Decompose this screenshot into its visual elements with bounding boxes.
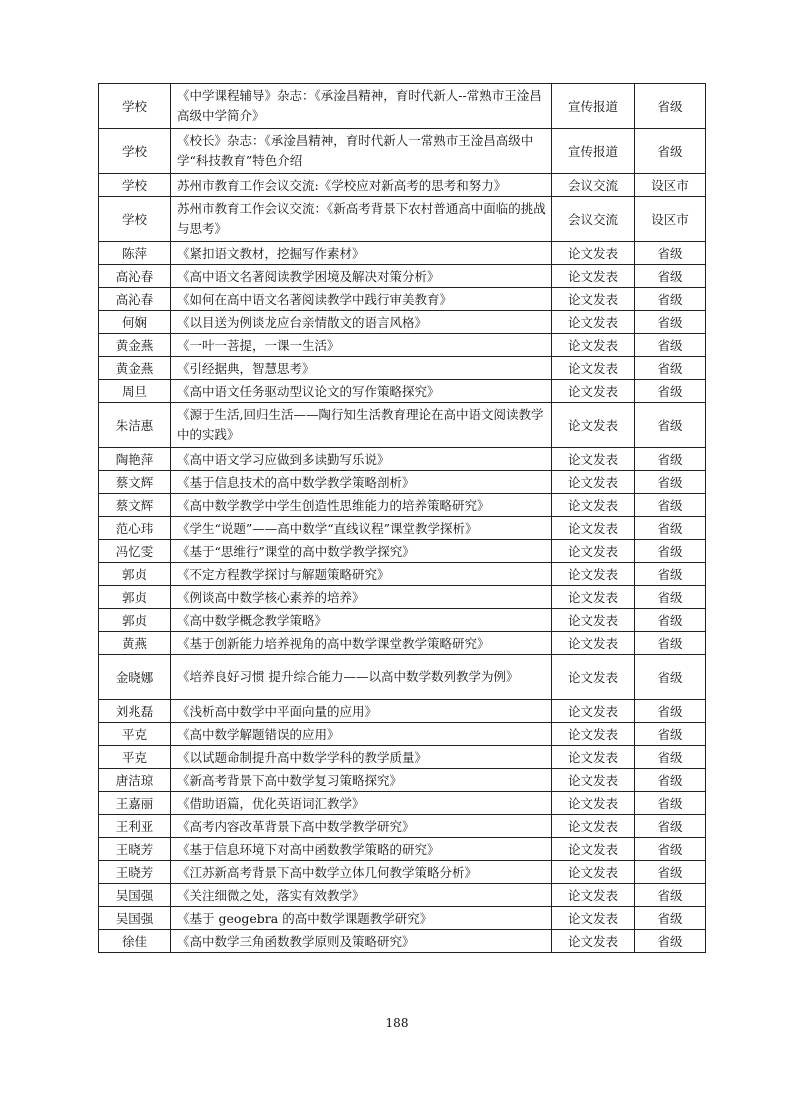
level-cell: 省级 — [635, 517, 706, 540]
title-cell: 《源于生活,回归生活——陶行知生活教育理论在高中语文阅读教学中的实践》 — [171, 403, 552, 448]
type-cell: 论文发表 — [552, 403, 635, 448]
page-number: 188 — [385, 1016, 409, 1030]
level-cell: 省级 — [635, 609, 706, 632]
achievements-table — [98, 83, 706, 953]
title-cell: 《学生“说题”——高中数学“直线议程”课堂教学探析》 — [171, 517, 552, 540]
type-cell: 论文发表 — [552, 700, 635, 723]
author-cell: 黄金燕 — [99, 357, 171, 380]
table-row — [99, 655, 706, 700]
author-cell: 刘兆磊 — [99, 700, 171, 723]
table-row — [99, 907, 706, 930]
level-cell: 省级 — [635, 265, 706, 288]
author-cell: 周旦 — [99, 380, 171, 403]
level-cell: 省级 — [635, 655, 706, 700]
level-cell: 省级 — [635, 838, 706, 861]
title-cell: 《高考内容改革背景下高中数学教学研究》 — [171, 815, 552, 838]
level-cell: 设区市 — [635, 174, 706, 197]
author-cell: 陶艳萍 — [99, 448, 171, 471]
title-cell: 《高中数学三角函数教学原则及策略研究》 — [171, 930, 552, 953]
level-cell: 省级 — [635, 540, 706, 563]
type-cell: 论文发表 — [552, 265, 635, 288]
title-cell: 《高中语文学习应做到多读勤写乐说》 — [171, 448, 552, 471]
level-cell: 省级 — [635, 884, 706, 907]
table-row — [99, 563, 706, 586]
author-cell: 学校 — [99, 129, 171, 174]
table-row — [99, 586, 706, 609]
author-cell: 冯忆雯 — [99, 540, 171, 563]
author-cell: 学校 — [99, 84, 171, 129]
level-cell: 省级 — [635, 792, 706, 815]
author-cell: 学校 — [99, 174, 171, 197]
level-cell: 省级 — [635, 815, 706, 838]
type-cell: 论文发表 — [552, 907, 635, 930]
author-cell: 郭贞 — [99, 563, 171, 586]
type-cell: 论文发表 — [552, 884, 635, 907]
title-cell: 《培养良好习惯 提升综合能力——以高中数学数列教学为例》 — [171, 655, 552, 700]
level-cell: 省级 — [635, 769, 706, 792]
table-row — [99, 403, 706, 448]
table-row — [99, 517, 706, 540]
title-cell: 《如何在高中语文名著阅读教学中践行审美教育》 — [171, 288, 552, 311]
level-cell: 省级 — [635, 380, 706, 403]
author-cell: 吴国强 — [99, 884, 171, 907]
table-row — [99, 494, 706, 517]
level-cell: 省级 — [635, 334, 706, 357]
type-cell: 论文发表 — [552, 723, 635, 746]
author-cell: 王晓芳 — [99, 861, 171, 884]
author-cell: 徐佳 — [99, 930, 171, 953]
type-cell: 宣传报道 — [552, 129, 635, 174]
author-cell: 唐洁琼 — [99, 769, 171, 792]
author-cell: 高沁春 — [99, 265, 171, 288]
table-row — [99, 174, 706, 197]
level-cell: 省级 — [635, 907, 706, 930]
title-cell: 《紧扣语文教材，挖掘写作素材》 — [171, 242, 552, 265]
table-row — [99, 448, 706, 471]
table-row — [99, 884, 706, 907]
level-cell: 省级 — [635, 288, 706, 311]
type-cell: 论文发表 — [552, 380, 635, 403]
author-cell: 金晓娜 — [99, 655, 171, 700]
author-cell: 吴国强 — [99, 907, 171, 930]
title-cell: 《高中语文任务驱动型议论文的写作策略探究》 — [171, 380, 552, 403]
author-cell: 朱洁惠 — [99, 403, 171, 448]
title-cell: 《高中数学解题错误的应用》 — [171, 723, 552, 746]
table-row — [99, 609, 706, 632]
type-cell: 论文发表 — [552, 609, 635, 632]
title-cell: 《高中语文名著阅读教学困境及解决对策分析》 — [171, 265, 552, 288]
table-row — [99, 746, 706, 769]
title-cell: 《浅析高中数学中平面向量的应用》 — [171, 700, 552, 723]
author-cell: 高沁春 — [99, 288, 171, 311]
type-cell: 会议交流 — [552, 174, 635, 197]
type-cell: 论文发表 — [552, 655, 635, 700]
level-cell: 设区市 — [635, 197, 706, 242]
table-row — [99, 838, 706, 861]
title-cell: 《新高考背景下高中数学复习策略探究》 — [171, 769, 552, 792]
table-row — [99, 769, 706, 792]
title-cell: 《基于创新能力培养视角的高中数学课堂教学策略研究》 — [171, 632, 552, 655]
title-cell: 《高中数学教学中学生创造性思维能力的培养策略研究》 — [171, 494, 552, 517]
table-row — [99, 197, 706, 242]
title-cell: 《以试题命制提升高中数学学科的教学质量》 — [171, 746, 552, 769]
level-cell: 省级 — [635, 586, 706, 609]
author-cell: 陈萍 — [99, 242, 171, 265]
author-cell: 蔡文辉 — [99, 471, 171, 494]
author-cell: 黄金燕 — [99, 334, 171, 357]
author-cell: 蔡文辉 — [99, 494, 171, 517]
level-cell: 省级 — [635, 723, 706, 746]
author-cell: 学校 — [99, 197, 171, 242]
level-cell: 省级 — [635, 700, 706, 723]
type-cell: 论文发表 — [552, 517, 635, 540]
level-cell: 省级 — [635, 403, 706, 448]
level-cell: 省级 — [635, 632, 706, 655]
table-row — [99, 288, 706, 311]
title-cell: 《一叶一菩提，一课一生活》 — [171, 334, 552, 357]
author-cell: 王晓芳 — [99, 838, 171, 861]
type-cell: 论文发表 — [552, 815, 635, 838]
author-cell: 王嘉丽 — [99, 792, 171, 815]
title-cell: 《不定方程教学探讨与解题策略研究》 — [171, 563, 552, 586]
table-row — [99, 84, 706, 129]
table-row — [99, 334, 706, 357]
title-cell: 《基于信息环境下对高中函数教学策略的研究》 — [171, 838, 552, 861]
title-cell: 《关注细微之处，落实有效教学》 — [171, 884, 552, 907]
table-row — [99, 540, 706, 563]
level-cell: 省级 — [635, 861, 706, 884]
type-cell: 论文发表 — [552, 242, 635, 265]
type-cell: 论文发表 — [552, 494, 635, 517]
title-cell: 《以目送为例谈龙应台亲情散文的语言风格》 — [171, 311, 552, 334]
type-cell: 论文发表 — [552, 540, 635, 563]
type-cell: 论文发表 — [552, 586, 635, 609]
level-cell: 省级 — [635, 563, 706, 586]
title-cell: 《中学课程辅导》杂志：《承淦昌精神，育时代新人--常熟市王淦昌高级中学简介》 — [171, 84, 552, 129]
author-cell: 范心玮 — [99, 517, 171, 540]
table-row — [99, 471, 706, 494]
type-cell: 论文发表 — [552, 563, 635, 586]
title-cell: 《高中数学概念教学策略》 — [171, 609, 552, 632]
table-row — [99, 265, 706, 288]
level-cell: 省级 — [635, 129, 706, 174]
type-cell: 论文发表 — [552, 632, 635, 655]
table-row — [99, 861, 706, 884]
table-row — [99, 930, 706, 953]
title-cell: 苏州市教育工作会议交流:《学校应对新高考的思考和努力》 — [171, 174, 552, 197]
level-cell: 省级 — [635, 311, 706, 334]
title-cell: 《基于 geogebra 的高中数学课题教学研究》 — [171, 907, 552, 930]
title-cell: 苏州市教育工作会议交流：《新高考背景下农村普通高中面临的挑战与思考》 — [171, 197, 552, 242]
level-cell: 省级 — [635, 471, 706, 494]
table-row — [99, 815, 706, 838]
title-cell: 《基于信息技术的高中数学教学策略剖析》 — [171, 471, 552, 494]
type-cell: 论文发表 — [552, 746, 635, 769]
author-cell: 平克 — [99, 723, 171, 746]
level-cell: 省级 — [635, 930, 706, 953]
table-row — [99, 380, 706, 403]
level-cell: 省级 — [635, 242, 706, 265]
author-cell: 郭贞 — [99, 609, 171, 632]
type-cell: 论文发表 — [552, 769, 635, 792]
table-row — [99, 129, 706, 174]
table-row — [99, 723, 706, 746]
table-row — [99, 792, 706, 815]
table-row — [99, 357, 706, 380]
level-cell: 省级 — [635, 494, 706, 517]
title-cell: 《江苏新高考背景下高中数学立体几何教学策略分析》 — [171, 861, 552, 884]
type-cell: 论文发表 — [552, 792, 635, 815]
type-cell: 论文发表 — [552, 288, 635, 311]
title-cell: 《基于“思维行”课堂的高中数学教学探究》 — [171, 540, 552, 563]
level-cell: 省级 — [635, 448, 706, 471]
level-cell: 省级 — [635, 84, 706, 129]
table-row — [99, 311, 706, 334]
type-cell: 论文发表 — [552, 838, 635, 861]
author-cell: 郭贞 — [99, 586, 171, 609]
author-cell: 黄燕 — [99, 632, 171, 655]
type-cell: 论文发表 — [552, 357, 635, 380]
level-cell: 省级 — [635, 746, 706, 769]
type-cell: 论文发表 — [552, 861, 635, 884]
title-cell: 《引经据典，智慧思考》 — [171, 357, 552, 380]
author-cell: 王利亚 — [99, 815, 171, 838]
author-cell: 何娴 — [99, 311, 171, 334]
level-cell: 省级 — [635, 357, 706, 380]
table-row — [99, 242, 706, 265]
type-cell: 论文发表 — [552, 448, 635, 471]
title-cell: 《例谈高中数学核心素养的培养》 — [171, 586, 552, 609]
author-cell: 平克 — [99, 746, 171, 769]
title-cell: 《借助语篇，优化英语词汇教学》 — [171, 792, 552, 815]
type-cell: 论文发表 — [552, 311, 635, 334]
type-cell: 论文发表 — [552, 334, 635, 357]
table-row — [99, 700, 706, 723]
type-cell: 论文发表 — [552, 930, 635, 953]
table-body — [99, 84, 706, 953]
type-cell: 会议交流 — [552, 197, 635, 242]
type-cell: 论文发表 — [552, 471, 635, 494]
table-row — [99, 632, 706, 655]
type-cell: 宣传报道 — [552, 84, 635, 129]
title-cell: 《校长》杂志：《承淦昌精神，育时代新人一常熟市王淦昌高级中学“科技教育”特色介绍 — [171, 129, 552, 174]
